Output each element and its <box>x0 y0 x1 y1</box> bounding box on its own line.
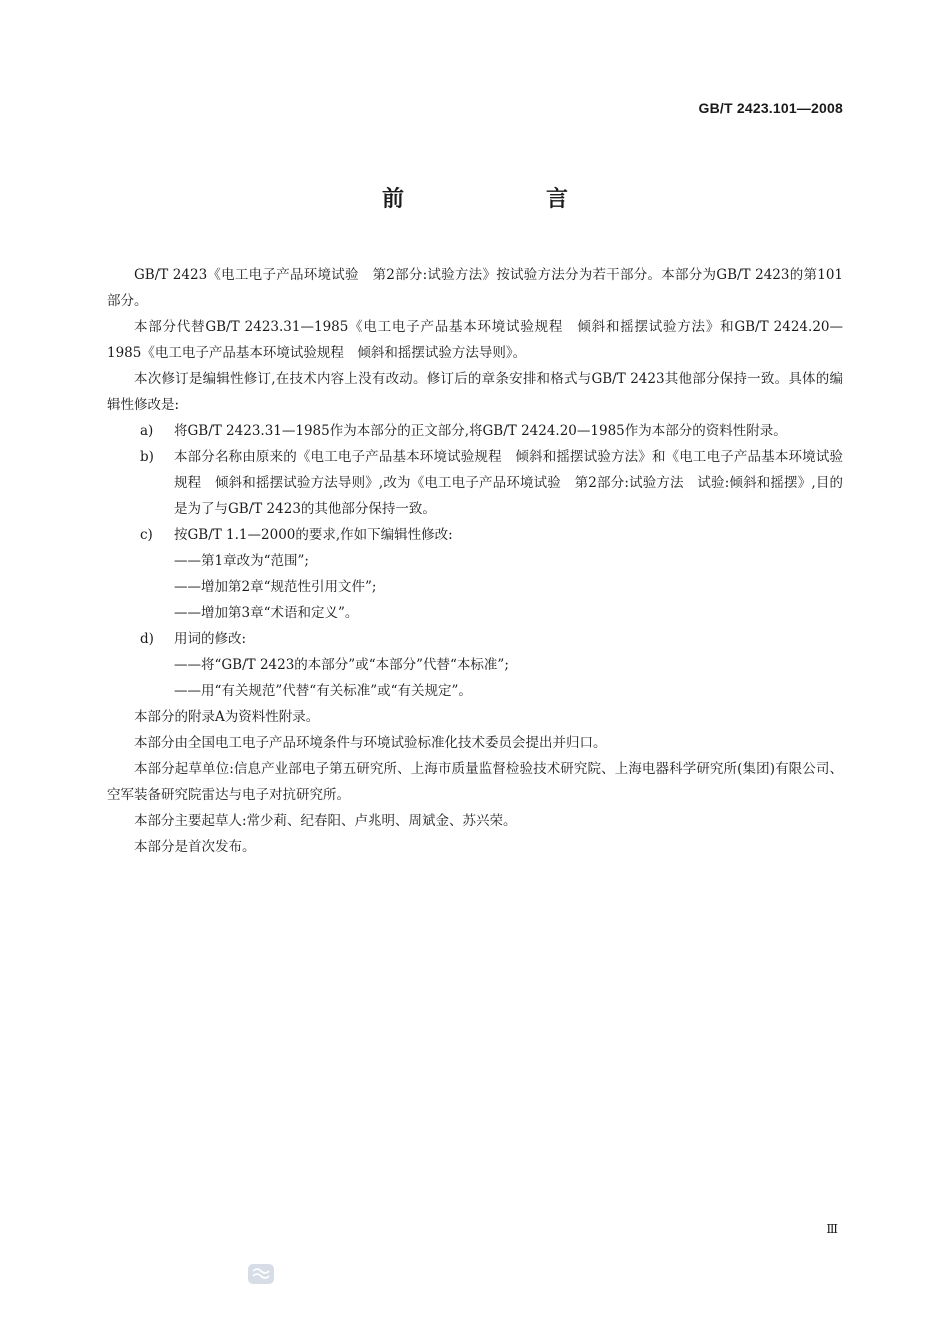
list-item <box>107 444 843 522</box>
list-item-text: 将GB/T 2423.31—1985作为本部分的正文部分,将GB/T 2424.20—1985作为本部分的资料性附录。 <box>174 423 787 439</box>
list-item-text: 本部分名称由原来的《电工电子产品基本环境试验规程 倾斜和摇摆试验方法》和《电工电子产品基本环境试验规程 倾斜和摇摆试验方法导则》,改为《电工电子产品环境试验 第2部分:试验方法 试验:倾斜和摇摆》,目的是为了与GB/T 2423的其他部分保持一致。 <box>174 449 843 517</box>
dash-item: ——增加第3章“术语和定义”。 <box>174 605 359 621</box>
list-item <box>107 522 843 548</box>
document-body <box>107 262 843 860</box>
paragraph: 本次修订是编辑性修订,在技术内容上没有改动。修订后的章条安排和格式与GB/T 2423其他部分保持一致。具体的编辑性修改是: <box>107 371 843 413</box>
paragraph: 本部分是首次发布。 <box>134 839 256 855</box>
list-item-label: a) <box>140 423 154 439</box>
dash-item: ——用“有关规范”代替“有关标准”或“有关规定”。 <box>174 683 472 699</box>
dash-item: ——将“GB/T 2423的本部分”或“本部分”代替“本标准”; <box>174 657 509 673</box>
publisher-logo-icon <box>248 1264 274 1284</box>
list-item-label: d) <box>140 631 154 647</box>
paragraph: 本部分起草单位:信息产业部电子第五研究所、上海市质量监督检验技术研究院、上海电器科学研究所(集团)有限公司、空军装备研究院雷达与电子对抗研究所。 <box>107 761 843 803</box>
list-item-text: 用词的修改: <box>174 631 247 647</box>
list-item-label: b) <box>140 449 154 465</box>
list-item-label: c) <box>140 527 153 543</box>
list-item <box>107 418 843 444</box>
standard-code: GB/T 2423.101—2008 <box>698 100 843 116</box>
paragraph: 本部分由全国电工电子产品环境条件与环境试验标准化技术委员会提出并归口。 <box>134 735 607 751</box>
page-title: 前 言 <box>381 187 628 212</box>
paragraph: 本部分的附录A为资料性附录。 <box>134 709 320 725</box>
dash-item: ——增加第2章“规范性引用文件”; <box>174 579 377 595</box>
paragraph: GB/T 2423《电工电子产品环境试验 第2部分:试验方法》按试验方法分为若干部分。本部分为GB/T 2423的第101部分。 <box>107 267 843 309</box>
page-number: Ⅲ <box>826 1222 838 1236</box>
list-item-text: 按GB/T 1.1—2000的要求,作如下编辑性修改: <box>174 527 453 543</box>
list-item <box>107 626 843 652</box>
dash-item: ——第1章改为“范围”; <box>174 553 309 569</box>
paragraph: 本部分主要起草人:常少莉、纪春阳、卢兆明、周斌金、苏兴荣。 <box>134 813 517 829</box>
paragraph: 本部分代替GB/T 2423.31—1985《电工电子产品基本环境试验规程 倾斜和摇摆试验方法》和GB/T 2424.20—1985《电工电子产品基本环境试验规程 倾斜和摇摆试验方法导则》。 <box>107 319 843 361</box>
